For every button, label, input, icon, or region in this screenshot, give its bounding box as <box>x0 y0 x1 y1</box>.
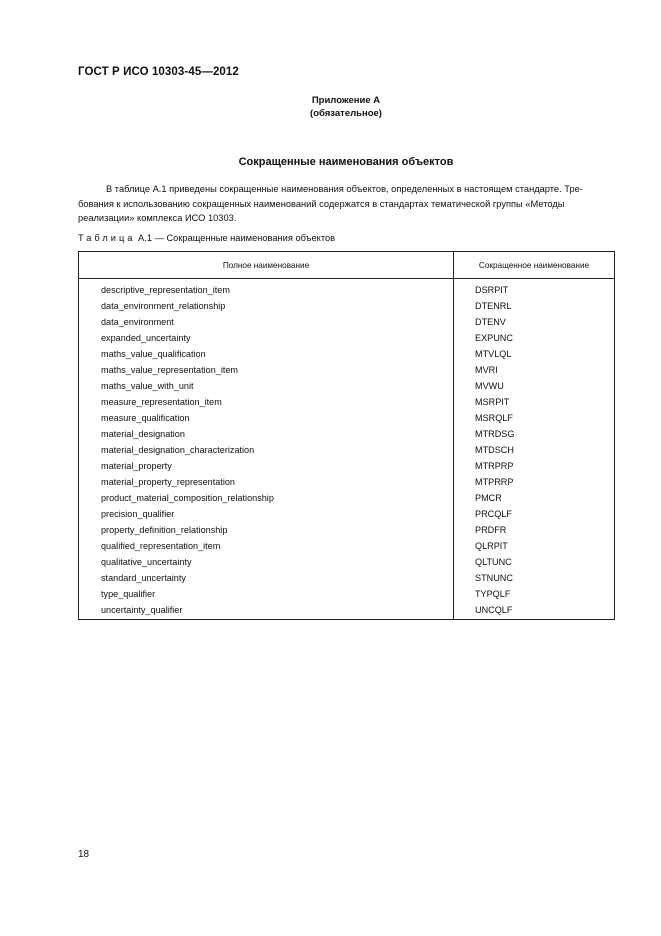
table-row <box>79 362 615 378</box>
short-name-cell: MVWU <box>454 378 615 394</box>
full-name-cell: qualified_representation_item <box>79 538 454 554</box>
short-name-cell: PRDFR <box>454 522 615 538</box>
intro-line: бования к использованию сокращенных наименований содержатся в стандартах тематической группы «Методы <box>78 198 565 209</box>
table-header-row <box>79 252 615 279</box>
header-short-name: Сокращенное наименование <box>454 252 615 279</box>
table-row <box>79 506 615 522</box>
table-row <box>79 442 615 458</box>
full-name-cell: expanded_uncertainty <box>79 330 454 346</box>
table-row <box>79 346 615 362</box>
short-name-cell: MSRPIT <box>454 394 615 410</box>
full-name-cell: maths_value_qualification <box>79 346 454 362</box>
table-row <box>79 570 615 586</box>
full-name-cell: data_environment <box>79 314 454 330</box>
table-caption <box>78 233 335 243</box>
table-row <box>79 298 615 314</box>
abbreviations-table <box>78 251 615 620</box>
short-name-cell: MTRDSG <box>454 426 615 442</box>
annex-title: Приложение А <box>311 95 381 106</box>
table-row <box>79 490 615 506</box>
document-header: ГОСТ Р ИСО 10303-45—2012 <box>78 66 239 78</box>
full-name-cell: descriptive_representation_item <box>79 279 454 299</box>
short-name-cell: QLRPIT <box>454 538 615 554</box>
page-number: 18 <box>78 849 90 860</box>
full-name-cell: material_property_representation <box>79 474 454 490</box>
intro-line: В таблице А.1 приведены сокращенные наименования объектов, определенных в настоящем стандарте. Тре- <box>106 184 583 194</box>
short-name-cell: MTVLQL <box>454 346 615 362</box>
table-row <box>79 554 615 570</box>
full-name-cell: property_definition_relationship <box>79 522 454 538</box>
full-name-cell: material_designation_characterization <box>79 442 454 458</box>
header-full-name: Полное наименование <box>79 252 454 279</box>
table-row <box>79 538 615 554</box>
short-name-cell: MVRI <box>454 362 615 378</box>
short-name-cell: DTENRL <box>454 298 615 314</box>
full-name-cell: uncertainty_qualifier <box>79 602 454 620</box>
table-row <box>79 522 615 538</box>
table-body <box>79 279 615 620</box>
short-name-cell: MTDSCH <box>454 442 615 458</box>
annex-title-block <box>0 94 661 120</box>
table-row <box>79 410 615 426</box>
intro-line: реализации» комплекса ИСО 10303. <box>78 213 237 224</box>
section-title: Сокращенные наименования объектов <box>238 156 454 168</box>
annex-status: (обязательное) <box>310 108 382 119</box>
short-name-cell: STNUNC <box>454 570 615 586</box>
full-name-cell: measure_qualification <box>79 410 454 426</box>
full-name-cell: measure_representation_item <box>79 394 454 410</box>
table-caption-text: А.1 — Сокращенные наименования объектов <box>138 233 336 243</box>
full-name-cell: type_qualifier <box>79 586 454 602</box>
full-name-cell: maths_value_with_unit <box>79 378 454 394</box>
short-name-cell: DTENV <box>454 314 615 330</box>
short-name-cell: MTRPRP <box>454 458 615 474</box>
full-name-cell: maths_value_representation_item <box>79 362 454 378</box>
short-name-cell: TYPQLF <box>454 586 615 602</box>
table-row <box>79 602 615 620</box>
table-row <box>79 314 615 330</box>
table-row <box>79 586 615 602</box>
full-name-cell: material_designation <box>79 426 454 442</box>
short-name-cell: MTPRRP <box>454 474 615 490</box>
intro-paragraph <box>78 182 615 226</box>
full-name-cell: standard_uncertainty <box>79 570 454 586</box>
table-row <box>79 378 615 394</box>
short-name-cell: DSRPIT <box>454 279 615 299</box>
table-row <box>79 330 615 346</box>
table-row <box>79 474 615 490</box>
short-name-cell: MSRQLF <box>454 410 615 426</box>
table-caption-prefix: Таблица <box>78 233 136 243</box>
table-row <box>79 394 615 410</box>
short-name-cell: PMCR <box>454 490 615 506</box>
full-name-cell: material_property <box>79 458 454 474</box>
short-name-cell: UNCQLF <box>454 602 615 620</box>
full-name-cell: product_material_composition_relationship <box>79 490 454 506</box>
short-name-cell: EXPUNC <box>454 330 615 346</box>
table-row <box>79 458 615 474</box>
full-name-cell: precision_qualifier <box>79 506 454 522</box>
full-name-cell: data_environment_relationship <box>79 298 454 314</box>
table-row <box>79 426 615 442</box>
table-row <box>79 279 615 299</box>
short-name-cell: QLTUNC <box>454 554 615 570</box>
full-name-cell: qualitative_uncertainty <box>79 554 454 570</box>
short-name-cell: PRCQLF <box>454 506 615 522</box>
